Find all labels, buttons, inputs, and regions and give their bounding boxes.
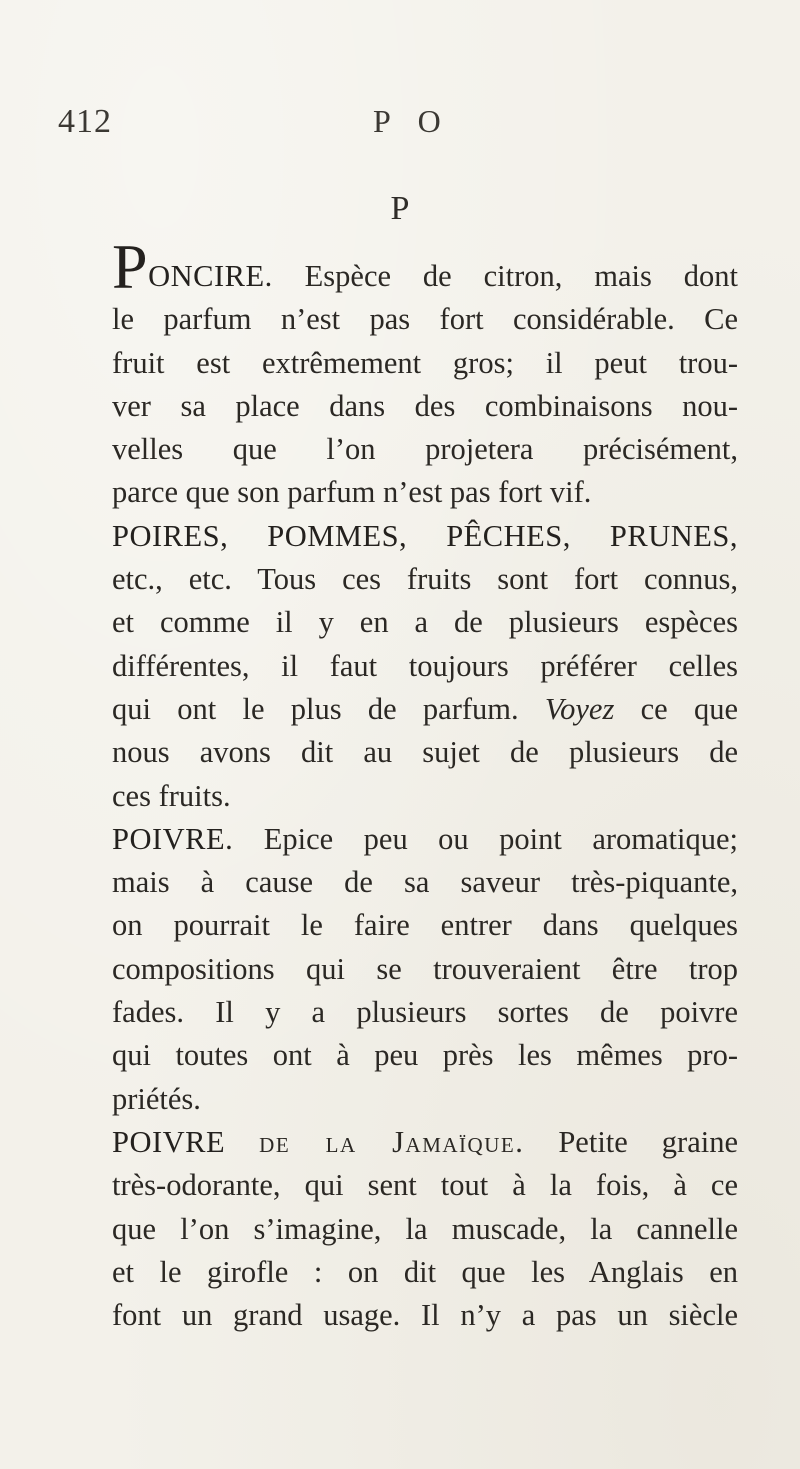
text-line: et le girofle : on dit que les Anglais en (112, 1254, 738, 1289)
text-line: nous avons dit au sujet de plusieurs de (112, 735, 738, 770)
definition-text: Petite graine (558, 1124, 739, 1159)
text-line: on pourrait le faire entrer dans quelques (112, 908, 738, 943)
definition-text: Epice peu ou point aromatique; (263, 821, 738, 856)
text-line: fades. Il y a plusieurs sortes de poivre (112, 995, 738, 1030)
headword-suffix: de la Jamaïque. (259, 1124, 525, 1159)
text-line: compositions qui se trouveraient être trop (112, 951, 738, 986)
headword-poivre: POIVRE. (112, 821, 234, 856)
text-line: velles que l’on projetera précisément, (112, 432, 738, 467)
text-line: le parfum n’est pas fort considérable. Ce (112, 302, 738, 337)
running-title: P O (373, 103, 451, 139)
running-head (58, 103, 748, 149)
text-line (112, 1121, 738, 1164)
text-line: différentes, il faut toujours préférer celles (112, 648, 738, 683)
body-text (112, 231, 739, 1337)
definition-text: ce que (640, 691, 738, 726)
page-number: 412 (58, 103, 112, 140)
entry-poivre-jamaique (112, 1121, 738, 1337)
headword-poncire: PONCIRE. (112, 231, 273, 302)
cross-reference: Voyez (544, 691, 615, 726)
text-line: mais à cause de sa saveur très-piquante, (112, 865, 738, 900)
text-line: très-odorante, qui sent tout à la fois, à ce (112, 1168, 738, 1203)
text-line: font un grand usage. Il n’y a pas un siècle (112, 1298, 738, 1333)
headword-poires: POIRES, POMMES, PÊCHES, PRUNES, (112, 518, 738, 553)
text-line: priétés. (112, 1081, 201, 1116)
entry-poivre (112, 818, 738, 1121)
text-line: etc., etc. Tous ces fruits sont fort connus, (112, 562, 738, 597)
text-line: ver sa place dans des combinaisons nou- (112, 388, 738, 423)
text-line: fruit est extrêmement gros; il peut trou- (112, 345, 738, 380)
text-line: et comme il y en a de plusieurs espèces (112, 605, 738, 640)
definition-text: Espèce de citron, mais dont (304, 259, 739, 293)
section-letter: P (390, 190, 410, 227)
text-line (112, 818, 738, 861)
text-line: ces fruits. (112, 778, 231, 813)
text-line (112, 231, 739, 302)
entry-poncire (112, 231, 739, 515)
entry-poires (112, 515, 738, 818)
headword-poivre-jamaique: POIVRE (112, 1124, 226, 1159)
text-line: parce que son parfum n’est pas fort vif. (112, 475, 592, 510)
definition-text: qui ont le plus de parfum. (112, 691, 519, 726)
text-line (112, 688, 738, 731)
text-line: qui toutes ont à peu près les mêmes pro- (112, 1038, 738, 1073)
text-line: que l’on s’imagine, la muscade, la cannelle (112, 1211, 738, 1246)
